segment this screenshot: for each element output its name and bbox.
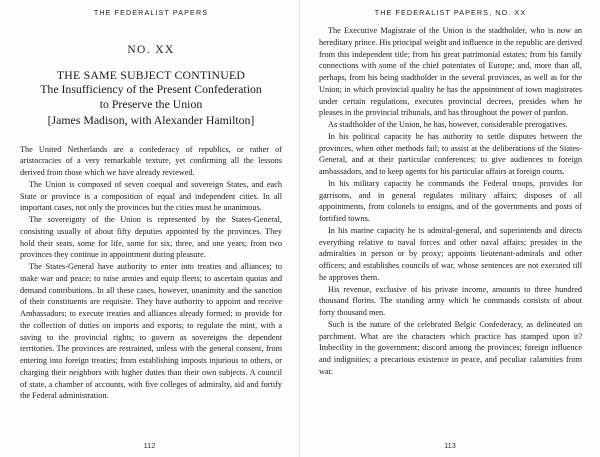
chapter-subtitle-line: The Insufficiency of the Present Confederation (40, 82, 262, 97)
paragraph: The Executive Magistrate of the Union is the stadtholder, who is now an hereditary prince. His principal weight and influence in the republic are derived from this independent title; from his great patrimonial estates; from his family connections with some of the chief potentates of Europe; and, more than all, perhaps, from his being stadtholder in the several provinces, as well as for the Union; in which provincial quality he has the appointment of town magistrates under certain regulations, executes provincial decrees, presides when he pleases in the provincial tribunals, and has throughout the power of pardon. (319, 26, 582, 118)
page-number: 112 (143, 441, 156, 450)
running-head: THE FEDERALIST PAPERS, NO. XX (374, 8, 527, 17)
paragraph: Such is the nature of the celebrated Belgic Confederacy, as delineated on parchment. What are the characters which practice has stamped upon it? Imbecility in the government; discord among the provinces; foreign influence and indignities; a precarious existence in peace, and peculiar calamities from war. (319, 319, 582, 376)
body-text (319, 25, 582, 378)
chapter-number: NO. XX (127, 44, 175, 56)
paragraph: As stadtholder of the Union, he has, however, considerable prerogatives. (328, 120, 568, 129)
paragraph: In his military capacity he commands the Federal troops, provides for garrisons, and in general regulates military affairs; disposes of all appointments, from colonels to ensigns, and of the governments and posts of fortified towns. (319, 178, 582, 223)
right-page (300, 0, 600, 457)
paragraph: The sovereignty of the Union is represented by the States-General, consisting usually of about fifty deputies appointed by the provinces. They hold their seats, some for life, some for six, three, and one years; from two provinces they continue in appointment during pleasure. (20, 215, 282, 260)
body-text (20, 144, 282, 403)
chapter-title (20, 68, 282, 128)
paragraph: The States-General have authority to enter into treaties and alliances; to make war and peace; to raise armies and equip fleets; to ascertain quotas and demand contributions. In all these cases, however, unanimity and the sanction of their constituents are requisite. They have authority to appoint and receive Ambassadors; to execute treaties and alliances already formed; to provide for the collection of duties on imports and exports; to regulate the mint, with a saving to the provincial rights; to govern as sovereigns the dependent territories. The provinces are restrained, unless with the general consent, from entering into foreign treaties; from establishing imposts injurious to others, or charging their neighbors with higher duties than their own subjects. A council of state, a chamber of accounts, with five colleges of admiralty, aid and fortify the Federal administration. (20, 262, 282, 401)
page-number: 113 (444, 441, 456, 450)
running-head: THE FEDERALIST PAPERS (93, 8, 209, 17)
paragraph: The Union is composed of seven coequal and sovereign States, and each State or province is a composition of equal and independent cities. In all important cases, not only the provinces but the cities must be unanimous. (20, 179, 282, 213)
chapter-title-line: THE SAME SUBJECT CONTINUED (56, 68, 246, 82)
paragraph: In his marine capacity he is admiral-general, and superintends and directs everything relative to naval forces and other naval affairs; presides in the admiralties in person or by proxy; appoints lieutenant-admirals and other officers; and establishes councils of war, whose sentences are not executed till he approves them. (319, 225, 582, 282)
paragraph: The United Netherlands are a confederacy of republics, or rather of aristocracies of a very remarkable texture, yet confirming all the lessons derived from those which we have already reviewed. (20, 144, 282, 178)
paragraph: His revenue, exclusive of his private income, amounts to three hundred thousand florins. The standing army which he commands consists of about forty thousand men. (319, 284, 582, 317)
chapter-attribution: [James Madison, with Alexander Hamilton] (47, 113, 255, 128)
paragraph: In his political capacity he has authority to settle disputes between the provinces, when other methods fail; to assist at the deliberations of the States-General, and at their particular conferences; to give audiences to foreign ambassadors, and to keep agents for his particular affairs at foreign courts. (319, 131, 582, 176)
chapter-subtitle-line: to Preserve the Union (99, 96, 203, 111)
